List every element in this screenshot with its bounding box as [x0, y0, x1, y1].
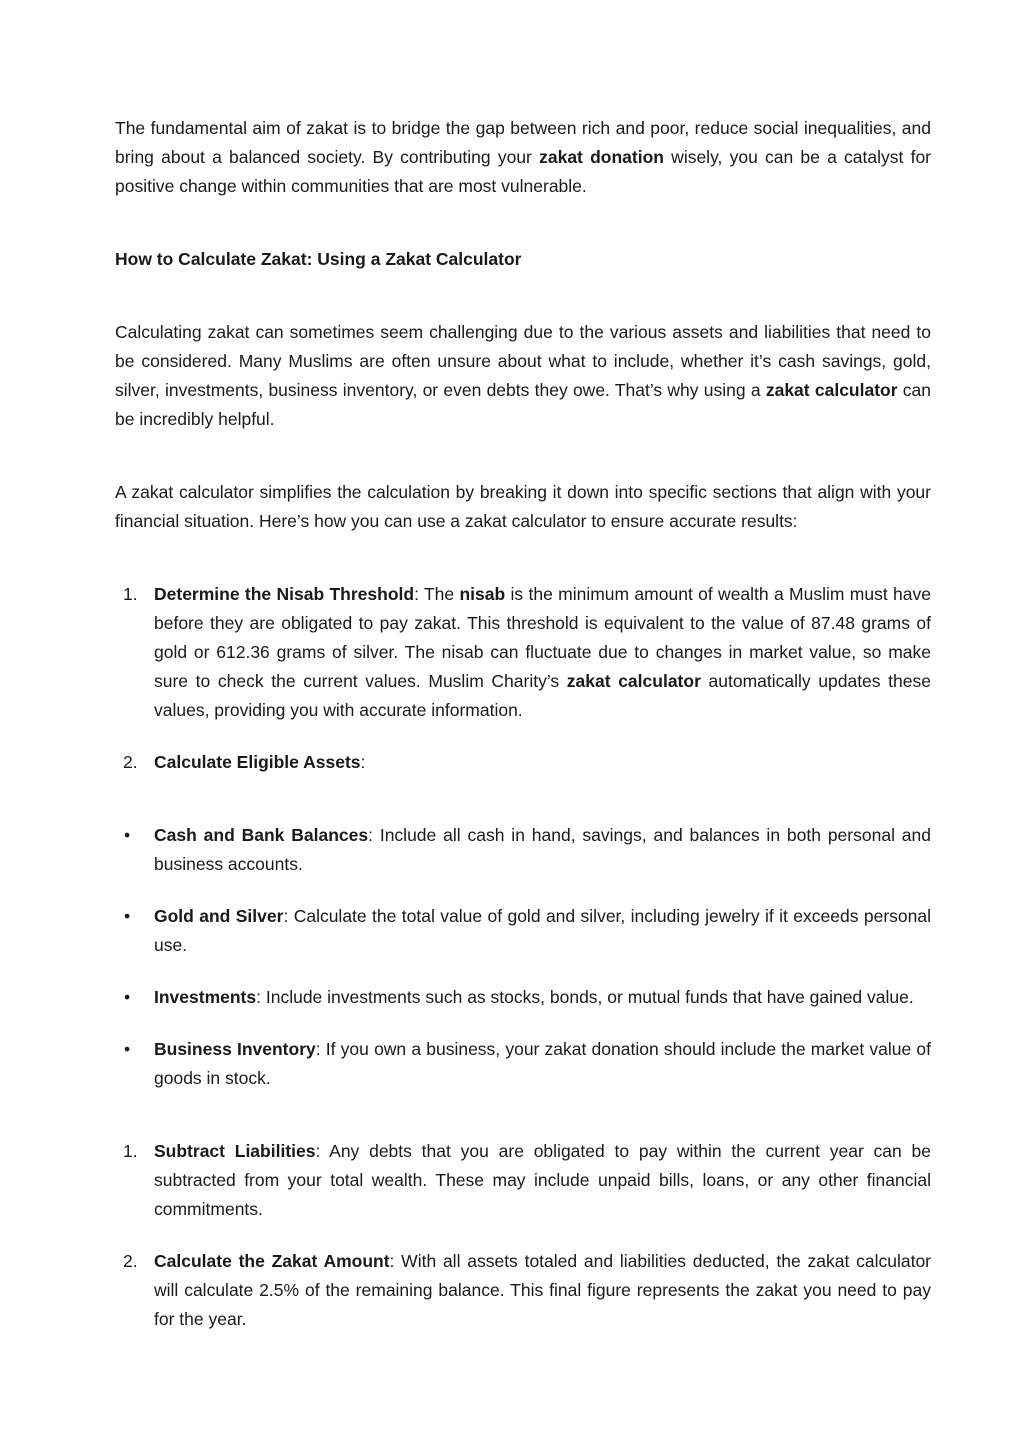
calculating-paragraph: Calculating zakat can sometimes seem challenging due to the various assets and liabilities that need to be considered. Many Muslims are often unsure about what to include, whether it’s cash savings, gold, silver, investments, business inventory, or even debts they owe. That’s why using a zakat calculator can be incredibly helpful.: [115, 322, 932, 429]
bullet-item: • Investments: Include investments such as stocks, bonds, or mutual funds that have gained value.: [115, 983, 931, 1012]
numbered-list-final-steps: [115, 1137, 931, 1334]
bullet-item: • Gold and Silver: Calculate the total value of gold and silver, including jewelry if it exceeds personal use.: [115, 902, 931, 960]
list-item: 1. Determine the Nisab Threshold: The nisab is the minimum amount of wealth a Muslim must have before they are obligated to pay zakat. This threshold is equivalent to the value of 87.48 grams of gold or 612.36 grams of silver. The nisab can fluctuate due to changes in market value, so make sure to check the current values. Muslim Charity’s zakat calculator automatically updates these values, providing you with accurate information.: [115, 580, 931, 725]
bullet-item: • Business Inventory: If you own a business, your zakat donation should include the market value of goods in stock.: [115, 1035, 931, 1093]
bullet-icon: •: [124, 1039, 131, 1059]
list-number: 1.: [123, 1141, 138, 1161]
bullet-list-assets: [115, 821, 931, 1093]
list-number: 2.: [123, 752, 138, 772]
simplifies-paragraph: A zakat calculator simplifies the calculation by breaking it down into specific sections that align with your financial situation. Here’s how you can use a zakat calculator to ensure accurate results:: [115, 482, 931, 531]
list-item: 1. Subtract Liabilities: Any debts that you are obligated to pay within the current year can be subtracted from your total wealth. These may include unpaid bills, loans, or any other financial commitments.: [115, 1137, 931, 1224]
section-heading: How to Calculate Zakat: Using a Zakat Calculator: [115, 249, 522, 269]
zakat-calculator-term: zakat calculator: [765, 380, 898, 400]
zakat-donation-term: zakat donation: [539, 147, 664, 167]
list-item: 2. Calculate Eligible Assets:: [115, 748, 931, 777]
intro-paragraph: The fundamental aim of zakat is to bridge the gap between rich and poor, reduce social inequalities, and bring about a balanced society. By contributing your zakat donation wisely, you can be a catalyst for positive change within communities that are most vulnerable.: [115, 118, 932, 196]
document-page: [115, 114, 931, 1334]
bullet-item: • Cash and Bank Balances: Include all cash in hand, savings, and balances in both personal and business accounts.: [115, 821, 931, 879]
list-item: 2. Calculate the Zakat Amount: With all assets totaled and liabilities deducted, the zakat calculator will calculate 2.5% of the remaining balance. This final figure represents the zakat you need to pay for the year.: [115, 1247, 931, 1334]
bullet-icon: •: [124, 906, 131, 926]
bullet-icon: •: [124, 987, 131, 1007]
list-number: 2.: [123, 1251, 138, 1271]
list-number: 1.: [123, 584, 138, 604]
bullet-icon: •: [124, 825, 131, 845]
numbered-list-steps: [115, 580, 931, 777]
